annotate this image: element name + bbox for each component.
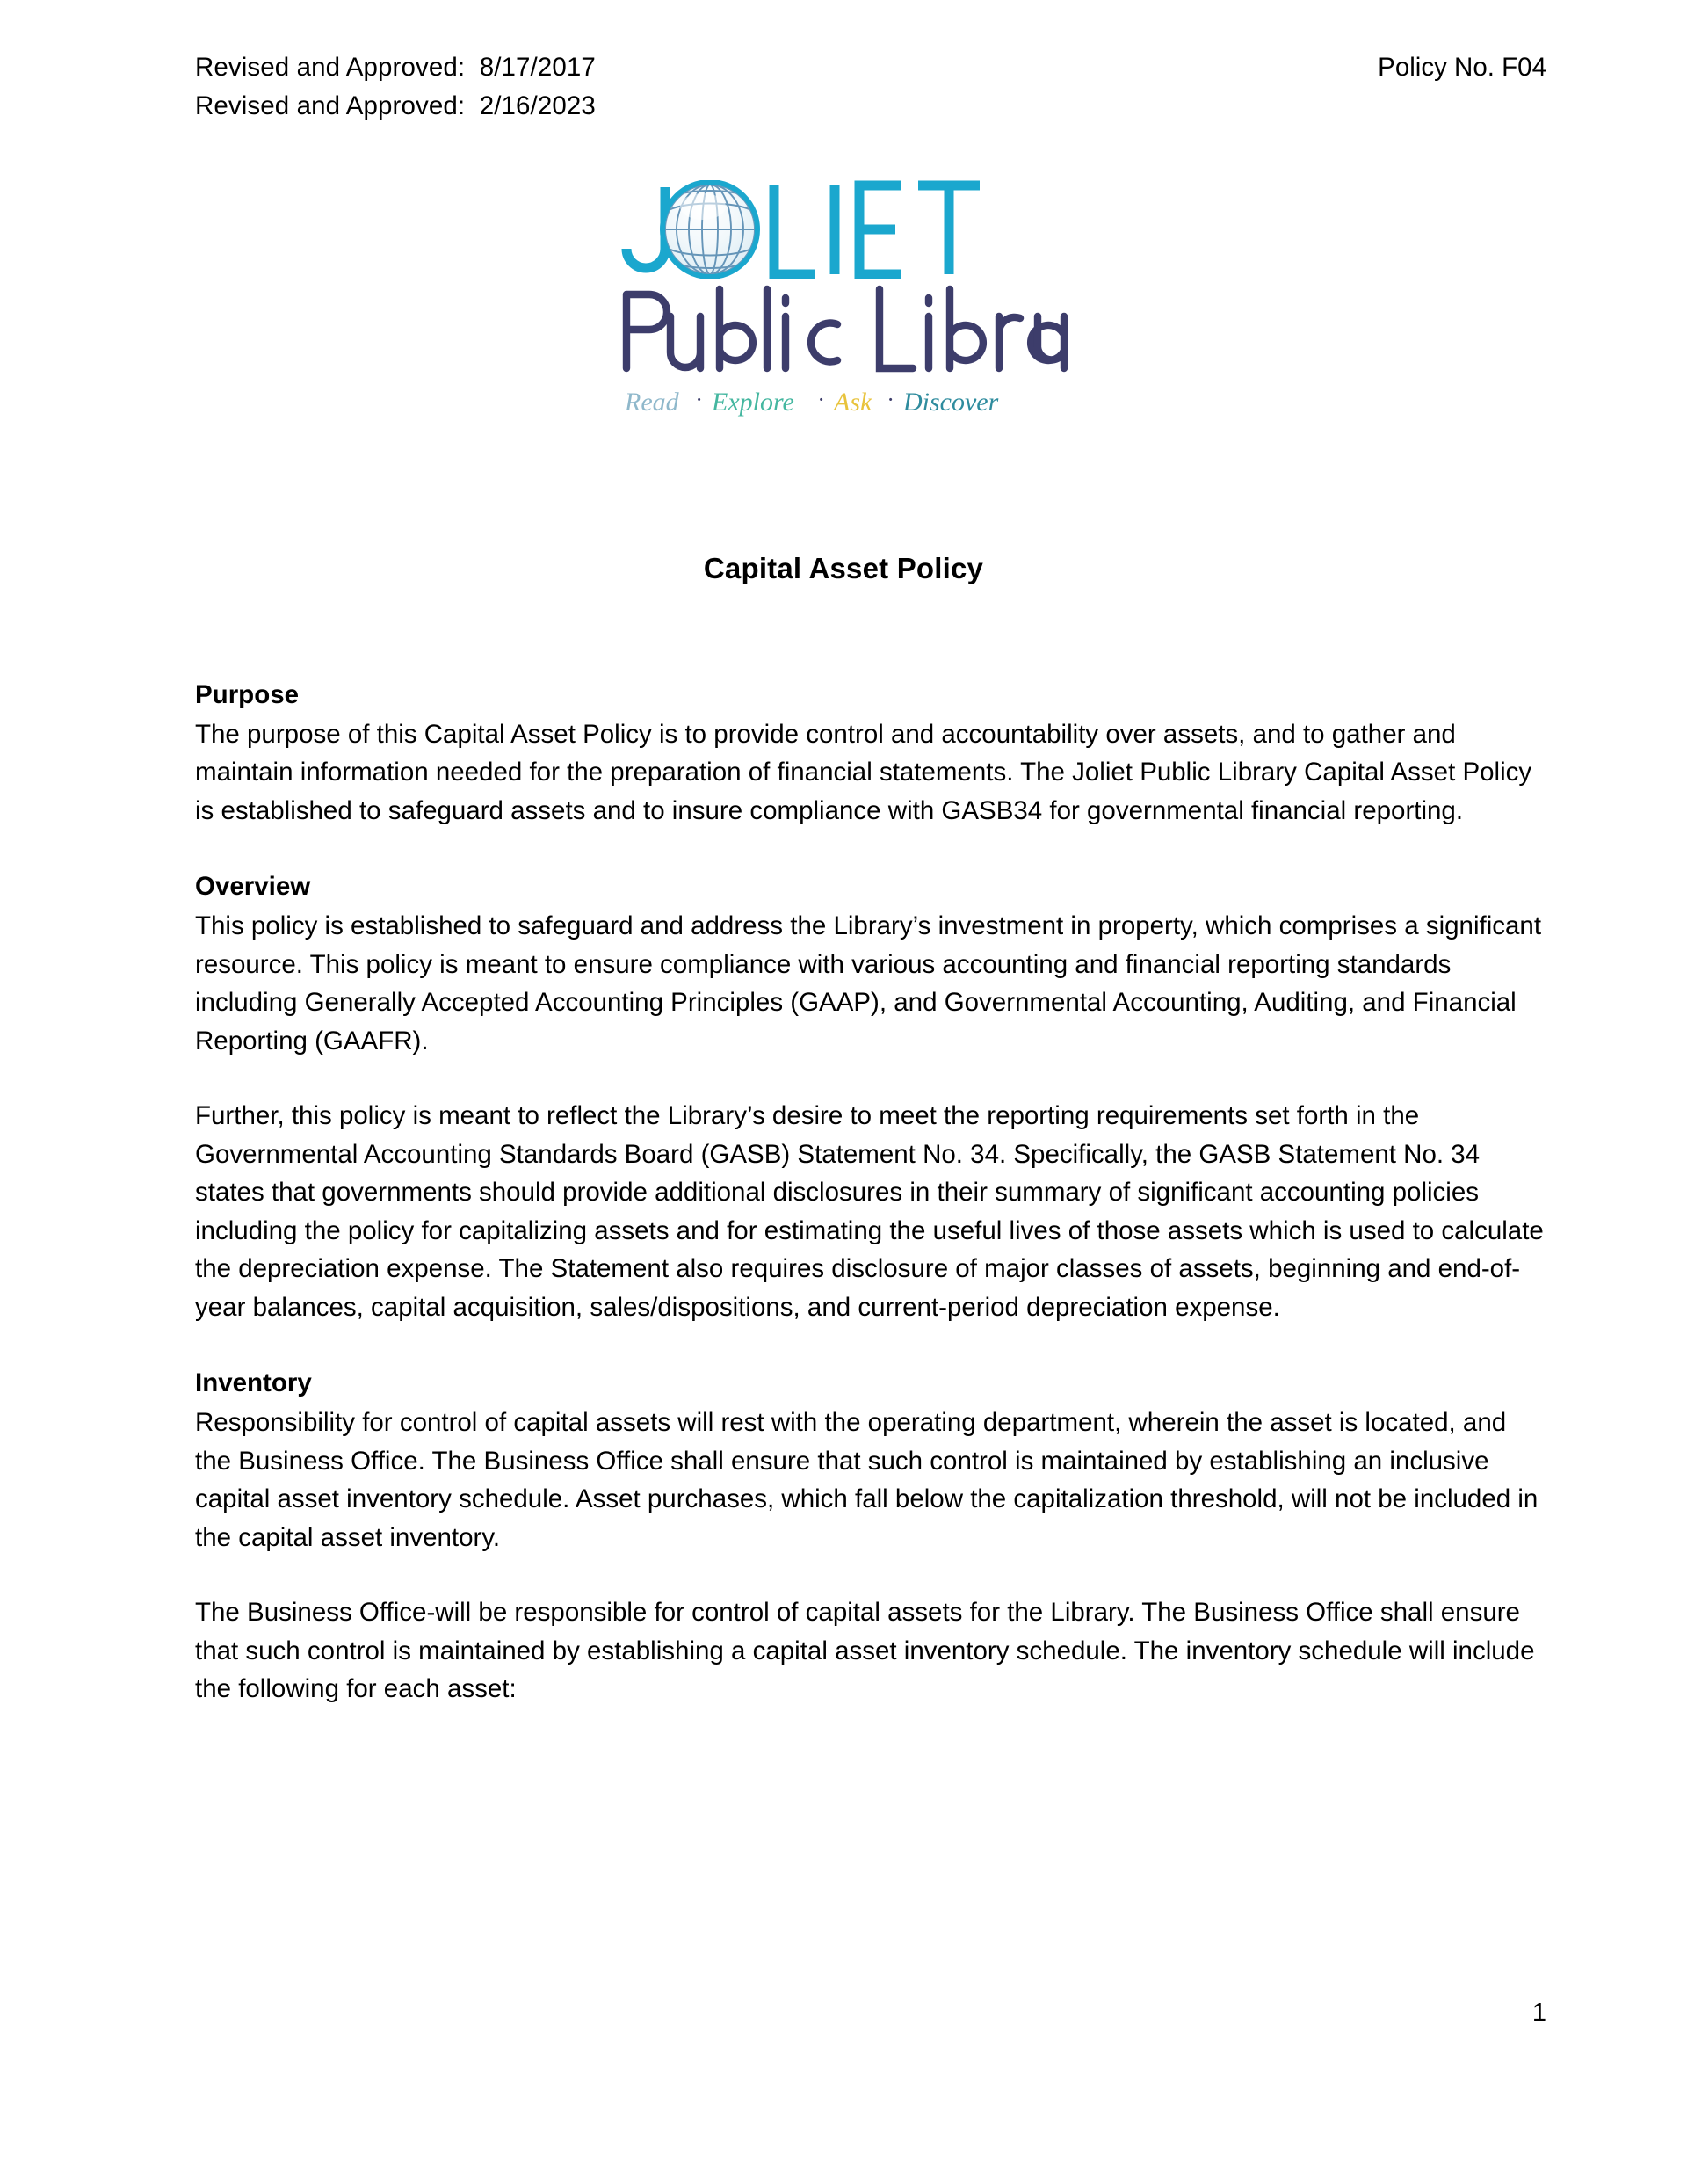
revision-line-2: Revised and Approved: 2/16/2023 <box>195 91 596 120</box>
tagline-dot-2: · <box>818 387 824 412</box>
page-title: Capital Asset Policy <box>703 552 984 584</box>
tagline-read: Read <box>625 388 679 417</box>
globe-icon <box>665 185 755 274</box>
tagline-dot-1: · <box>696 387 702 412</box>
joliet-public-library-logo <box>0 180 1687 426</box>
paragraph-spacer <box>195 1060 1548 1097</box>
logo-tagline <box>624 387 999 417</box>
tagline-ask: Ask <box>834 388 872 417</box>
paragraph-overview-2: Further, this policy is meant to reflect the Library’s desire to meet the reporting requirements set forth in the Governmental Accounting Standards Board (GASB) Statement No. 34. Specifically, the GASB Statement No. 34 states that governments should provide additional disclosures in their summary of significant accounting policies including the policy for capitalizing assets and for estimating the useful lives of those assets which is used to calculate the depreciation expense. The Statement also requires disclosure of major classes of assets, beginning and end-of-year balances, capital acquisition, sales/dispositions, and current-period depreciation expense. <box>195 1101 1544 1322</box>
revision-line-1: Revised and Approved: 8/17/2017 <box>195 53 596 82</box>
paragraph-inventory-1: Responsibility for control of capital assets will rest with the operating department, wherein the asset is located, and the Business Office. The Business Office shall ensure that such control is maintained by establishing an inclusive capital asset inventory schedule. Asset purchases, which fall below the capitalization threshold, will not be included in the capital asset inventory. <box>195 1408 1539 1552</box>
tagline-discover: Discover <box>903 388 999 417</box>
policy-number: Policy No. F04 <box>1378 53 1546 82</box>
revision-block <box>195 51 596 123</box>
paragraph-inventory-2: The Business Office-will be responsible for control of capital assets for the Library. The Business Office shall ensure that such control is maintained by establishing a capital asset inventory schedule. The inventory schedule will include the following for each asset: <box>195 1598 1535 1704</box>
document-body <box>195 677 1548 1709</box>
paragraph-overview-1: This policy is established to safeguard and address the Library’s investment in property, which comprises a significant resource. This policy is meant to ensure compliance with various accounting and financial reporting standards including Generally Accepted Accounting Principles (GAAP), and Governmental Accounting, Auditing, and Financial Reporting (GAAFR). <box>195 911 1542 1056</box>
section-purpose <box>195 677 1548 830</box>
section-inventory <box>195 1365 1548 1708</box>
paragraph-purpose-1: The purpose of this Capital Asset Policy is to provide control and accountability over assets, and to gather and maintain information needed for the preparation of financial statements. The Joliet Public Library Capital Asset Policy is established to safeguard assets and to insure compliance with GASB34 for governmental financial reporting. <box>195 719 1532 825</box>
logo-graphic <box>611 180 1076 426</box>
section-overview <box>195 868 1548 1326</box>
page-number: 1 <box>1531 1999 1546 2027</box>
document-header <box>195 51 1546 123</box>
section-heading-purpose: Purpose <box>195 680 300 709</box>
section-spacer <box>195 830 1548 868</box>
section-spacer <box>195 1326 1548 1365</box>
tagline-dot-3: · <box>887 387 894 412</box>
section-heading-inventory: Inventory <box>195 1368 312 1398</box>
public-library-wordmark <box>626 289 1064 368</box>
paragraph-spacer <box>195 1556 1548 1593</box>
tagline-explore: Explore <box>712 388 794 417</box>
section-heading-overview: Overview <box>195 872 311 902</box>
